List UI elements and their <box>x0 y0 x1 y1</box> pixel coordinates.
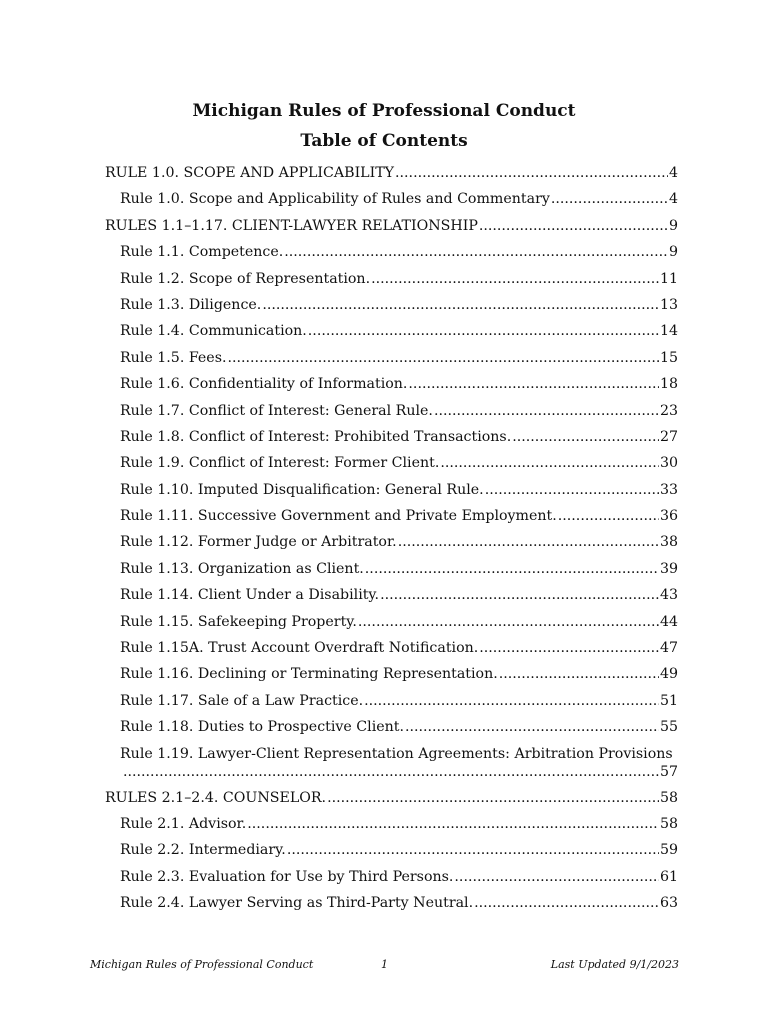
toc-entry-rule-1-13[interactable]: Rule 1.13. Organization as Client. ..... 39 <box>105 561 678 587</box>
toc-entry-rule-1-12[interactable]: Rule 1.12. Former Judge or Arbitrator. ..... 38 <box>105 534 678 560</box>
footer-page-number: 1 <box>381 958 388 971</box>
footer-last-updated: Last Updated 9/1/2023 <box>550 958 679 971</box>
toc-section-rules-2-1-2-4[interactable]: RULES 2.1–2.4. COUNSELOR. ..... 58 <box>105 790 678 816</box>
toc-entry-rule-1-5[interactable]: Rule 1.5. Fees. ..... 15 <box>105 350 678 376</box>
toc-entry-rule-1-4[interactable]: Rule 1.4. Communication. ..... 14 <box>105 323 678 349</box>
toc-entry-rule-1-1[interactable]: Rule 1.1. Competence. ..... 9 <box>105 244 678 270</box>
toc-entry-rule-1-17[interactable]: Rule 1.17. Sale of a Law Practice. ..... 51 <box>105 693 678 719</box>
toc-entry-rule-1-8[interactable]: Rule 1.8. Conflict of Interest: Prohibited Transactions. ..... 27 <box>105 429 678 455</box>
toc-entry-rule-1-2[interactable]: Rule 1.2. Scope of Representation. ..... 11 <box>105 271 678 297</box>
toc-entry-rule-2-2[interactable]: Rule 2.2. Intermediary. ..... 59 <box>105 842 678 868</box>
toc-entry-rule-1-0[interactable]: Rule 1.0. Scope and Applicability of Rules and Commentary ..... 4 <box>105 191 678 217</box>
toc-entry-rule-1-15[interactable]: Rule 1.15. Safekeeping Property. ..... 44 <box>105 614 678 640</box>
toc-heading: Table of Contents <box>300 131 468 151</box>
toc-entry-rule-1-18[interactable]: Rule 1.18. Duties to Prospective Client. ..... 55 <box>105 719 678 745</box>
toc-entry-rule-1-9[interactable]: Rule 1.9. Conflict of Interest: Former Client. ..... 30 <box>105 455 678 481</box>
toc-entry-rule-1-10[interactable]: Rule 1.10. Imputed Disqualification: General Rule. ..... 33 <box>105 482 678 508</box>
toc-entry-rule-2-4[interactable]: Rule 2.4. Lawyer Serving as Third-Party Neutral. ..... 63 <box>105 895 678 921</box>
toc-entry-rule-1-15a[interactable]: Rule 1.15A. Trust Account Overdraft Notification. ..... 47 <box>105 640 678 666</box>
document-title: Michigan Rules of Professional Conduct <box>192 101 576 121</box>
toc-entry-rule-1-11[interactable]: Rule 1.11. Successive Government and Private Employment. ..... 36 <box>105 508 678 534</box>
footer-document-name: Michigan Rules of Professional Conduct <box>90 958 314 971</box>
toc-entry-rule-1-7[interactable]: Rule 1.7. Conflict of Interest: General Rule. ..... 23 <box>105 403 678 429</box>
toc-entry-rule-2-1[interactable]: Rule 2.1. Advisor. ..... 58 <box>105 816 678 842</box>
toc-entry-rule-1-14[interactable]: Rule 1.14. Client Under a Disability. ..... 43 <box>105 587 678 613</box>
toc-entry-rule-1-6[interactable]: Rule 1.6. Confidentiality of Information. ..... 18 <box>105 376 678 402</box>
toc-entry-rule-1-16[interactable]: Rule 1.16. Declining or Terminating Representation. ..... 49 <box>105 666 678 692</box>
table-of-contents <box>105 165 678 922</box>
toc-entry-rule-2-3[interactable]: Rule 2.3. Evaluation for Use by Third Persons. ..... 61 <box>105 869 678 895</box>
toc-entry-rule-1-19[interactable]: Rule 1.19. Lawyer-Client Representation Agreements: Arbitration Provisions ..... 57 <box>105 746 678 790</box>
toc-entry-rule-1-3[interactable]: Rule 1.3. Diligence. ..... 13 <box>105 297 678 323</box>
toc-section-rules-1-1-1-17[interactable]: RULES 1.1–1.17. CLIENT-LAWYER RELATIONSHIP ..... 9 <box>105 218 678 244</box>
toc-section-rule-1-0[interactable]: RULE 1.0. SCOPE AND APPLICABILITY ..... 4 <box>105 165 678 191</box>
